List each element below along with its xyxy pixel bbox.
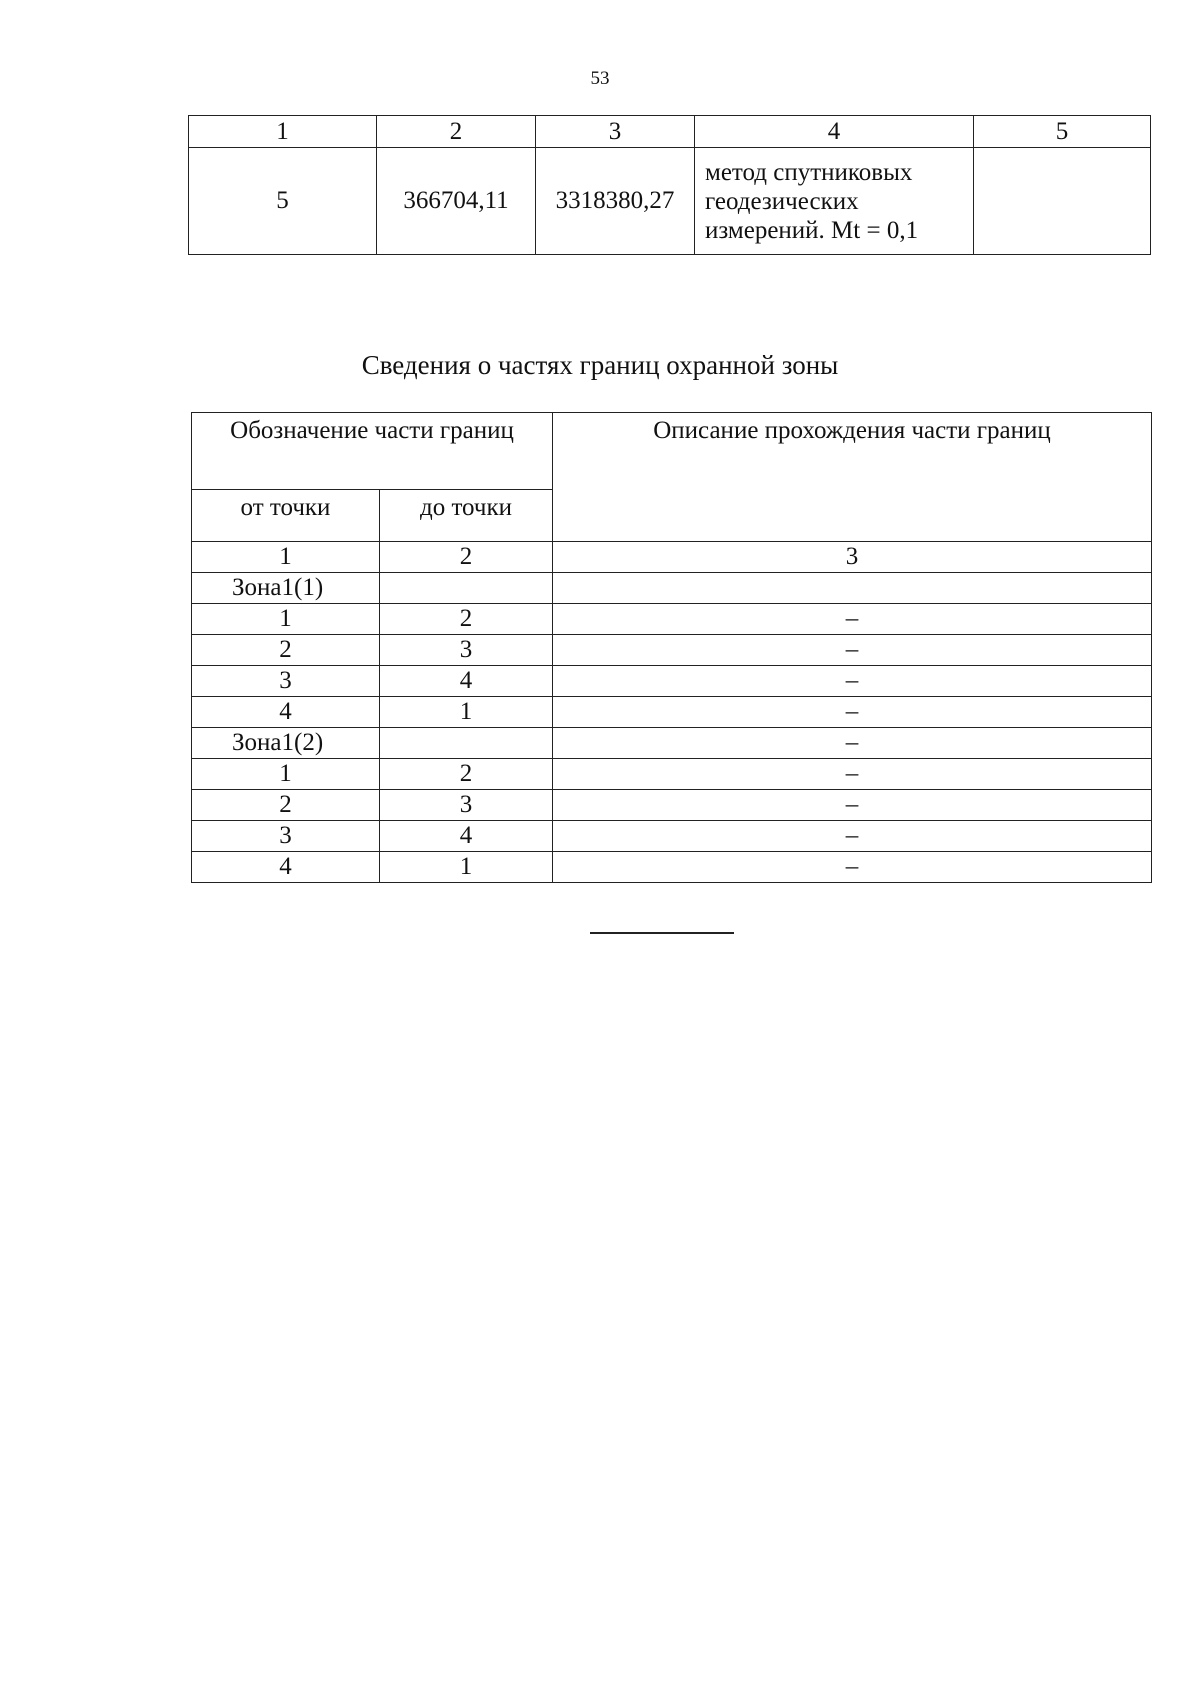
coordinate-y: 3318380,27 [536,148,695,255]
description-cell: – [553,666,1152,697]
zone-row [192,728,1152,759]
to-point [380,573,553,604]
column-numbers-row [192,542,1152,573]
column-number: 3 [553,542,1152,573]
column-number: 5 [974,116,1151,148]
description-cell: – [553,635,1152,666]
description-cell: – [553,604,1152,635]
description-cell: – [553,697,1152,728]
to-point: 3 [380,635,553,666]
zone-row [192,573,1152,604]
description-cell: – [553,728,1152,759]
method-description [695,148,974,255]
table-header-row [192,413,1152,490]
to-point: 1 [380,852,553,883]
description-cell: – [553,821,1152,852]
table-row [192,635,1152,666]
header-designation: Обозначение части границ [192,413,553,490]
table-header-row [189,116,1151,148]
to-point: 4 [380,666,553,697]
to-point: 2 [380,759,553,790]
to-point: 4 [380,821,553,852]
to-point [380,728,553,759]
from-point: 2 [192,635,380,666]
description-cell [553,573,1152,604]
header-to-point: до точки [380,490,553,542]
coordinates-table [188,115,1151,255]
zone-label: Зона1(1) [192,573,380,604]
method-line: метод спутниковых [705,158,913,186]
from-point: 1 [192,759,380,790]
table-row [192,697,1152,728]
boundary-parts-table [191,412,1152,883]
coordinate-x: 366704,11 [377,148,536,255]
description-cell: – [553,852,1152,883]
from-point: 1 [192,604,380,635]
table-row [189,148,1151,255]
to-point: 1 [380,697,553,728]
header-description: Описание прохождения части границ [553,413,1152,542]
table-row [192,852,1152,883]
parts-table-body [192,573,1152,883]
table-row [192,666,1152,697]
table-row [192,790,1152,821]
page-number: 53 [590,68,610,89]
zone-label: Зона1(2) [192,728,380,759]
description-cell: – [553,759,1152,790]
section-title: Сведения о частях границ охранной зоны [361,350,839,380]
column-number: 4 [695,116,974,148]
from-point: 3 [192,666,380,697]
table-row [192,821,1152,852]
description-cell: – [553,790,1152,821]
note-cell [974,148,1151,255]
table-row [192,604,1152,635]
from-point: 4 [192,697,380,728]
column-number: 2 [380,542,553,573]
point-number: 5 [189,148,377,255]
table-row [192,759,1152,790]
header-from-point: от точки [192,490,380,542]
to-point: 2 [380,604,553,635]
column-number: 1 [189,116,377,148]
column-number: 3 [536,116,695,148]
from-point: 4 [192,852,380,883]
method-line: измерений. Mt = 0,1 [705,216,919,244]
column-number: 2 [377,116,536,148]
end-rule [590,932,734,934]
method-line: геодезических [705,187,859,215]
from-point: 2 [192,790,380,821]
column-number: 1 [192,542,380,573]
to-point: 3 [380,790,553,821]
from-point: 3 [192,821,380,852]
